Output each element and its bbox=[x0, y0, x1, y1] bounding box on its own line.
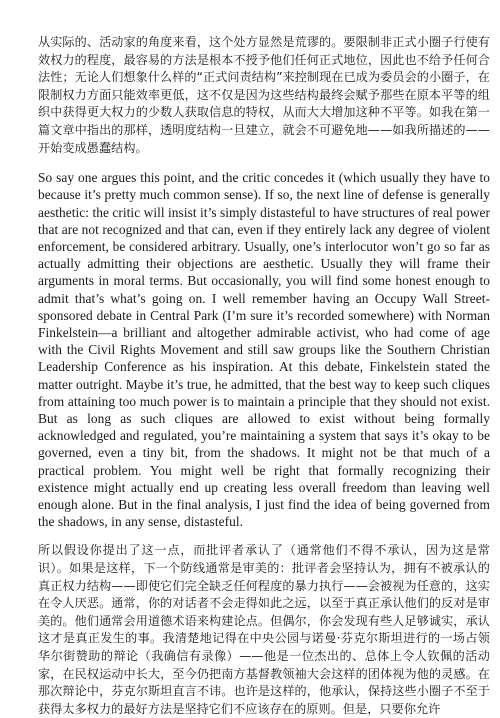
english-paragraph: So say one argues this point, and the critic concedes it (which usually they have to because it’s pretty much common sense). If so, the next line of defense is generally aesthetic: the critic will insist it’s simply distasteful to have structures of real power that are not recognized and that can, even if they entirely lack any degree of violent enforcement, be considered arbitrary. Usually, one’s interlocutor won’t go so far as actually admitting their objections are aesthetic. Usually they will frame their arguments in moral terms. But occasionally, you will find some honest enough to admit that’s what’s going on. I well remember having an Occupy Wall Street-sponsored debate in Central Park (I’m sure it’s recorded somewhere) with Norman Finkelstein—a brilliant and altogether admirable activist, who had come of age with the Civil Rights Movement and still saw groups like the Southern Christian Leadership Conference as his inspiration. At this debate, Finkelstein stated the matter outright. Maybe it’s true, he admitted, that the best way to keep such cliques from attaining too much power is to maintain a principle that they should not exist. But as long as such cliques are allowed to exist without being formally acknowledged and regulated, you’re maintaining a system that says it’s okay to be governed, even a tiny bit, from the shadows. It might not be that much of a practical problem. You might well be right that formally recognizing their existence might actually end up creating less overall freedom than leaving well enough alone. But in the final analysis, I just find the idea of being governed from the shadows, in any sense, distasteful. bbox=[38, 170, 490, 530]
chinese-paragraph-2: 所以假设你提出了这一点，而批评者承认了（通常他们不得不承认，因为这是常识）。如果是这样，下一个防线通常是审美的：批评者会坚持认为，拥有不被承认的真正权力结构——即使它们完全缺乏任何程度的暴力执行——会被视为任意的，这实在令人厌恶。通常，你的对话者不会走得如此之远，以至于真正承认他们的反对是审美的。他们通常会用道德术语来构建论点。但偶尔，你会发现有些人足够诚实，承认这才是真正发生的事。我清楚地记得在中央公园与诺曼·芬克尔斯坦进行的一场占领华尔街赞助的辩论（我确信有录像）——他是一位杰出的、总体上令人钦佩的活动家，在民权运动中长大，至今仍把南方基督教领袖大会这样的团体视为他的灵感。在那次辩论中，芬克尔斯坦直言不讳。也许是这样的，他承认，保持这些小圈子不至于获得太多权力的最好方法是坚持它们不应该存在的原则。但是，只要你允许 bbox=[38, 543, 490, 716]
chinese-paragraph-1: 从实际的、活动家的角度来看，这个处方显然是荒谬的。要限制非正式小圈子行使有效权力的程度，最容易的方法是根本不授予他们任何正式地位，因此也不给予任何合法性；无论人们想象什么样的“正式问责结构”来控制现在已成为委员会的小圈子，在限制权力方面只能效率更低，这不仅是因为这些结构最终会赋予那些在原本平等的组织中获得更大权力的少数人获取信息的特权，从而大大增加这种不平等。如我在第一篇文章中指出的那样，透明度结构一旦建立，就会不可避免地——如我所描述的——开始变成愚蠢结构。 bbox=[38, 35, 490, 155]
